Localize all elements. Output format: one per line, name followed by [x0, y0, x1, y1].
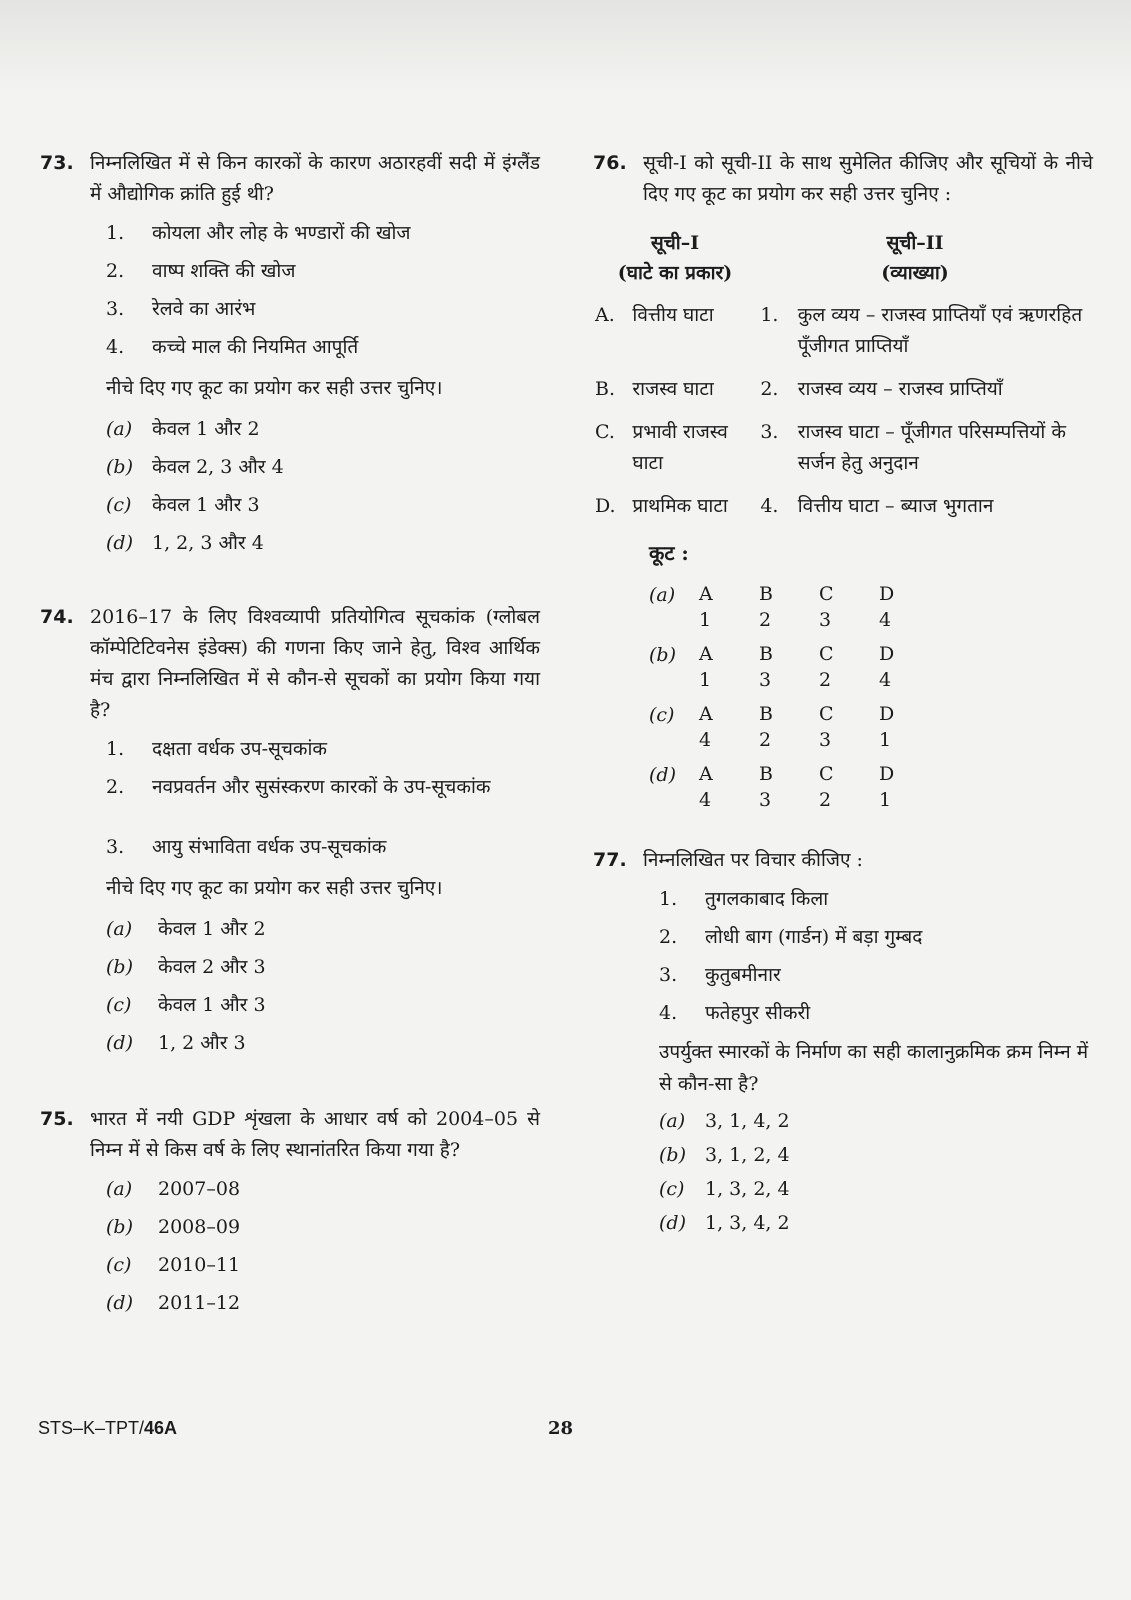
statement: 2. नवप्रवर्तन और सुसंस्करण कारकों के उप-सूचकांक: [106, 776, 491, 798]
option-list: [106, 410, 540, 562]
statement: 1. कोयला और लोह के भण्डारों की खोज: [106, 221, 411, 244]
option: (a) केवल 1 और 2: [106, 417, 260, 440]
option: (b) केवल 2, 3 और 4: [106, 455, 284, 478]
right-column: [593, 148, 1093, 1240]
statement: 3. कुतुबमीनार: [659, 963, 781, 986]
page-number: 28: [548, 1418, 574, 1439]
instruction: नीचे दिए गए कूट का प्रयोग कर सही उत्तर चुनिए।: [106, 377, 443, 399]
instruction: उपर्युक्त स्मारकों के निर्माण का सही कालानुक्रमिक क्रम निम्न में से कौन-सा है?: [659, 1041, 1089, 1095]
code-list: [649, 581, 1093, 813]
list2-title: सूची–II: [886, 232, 944, 254]
statement: 1. दक्षता वर्धक उप-सूचकांक: [106, 737, 328, 760]
instruction: नीचे दिए गए कूट का प्रयोग कर सही उत्तर चुनिए।: [106, 877, 443, 899]
option: (a) केवल 1 और 2: [106, 917, 266, 940]
list1-subtitle: (घाटे का प्रकार): [617, 262, 733, 284]
question-number: 74.: [40, 606, 74, 628]
option: (b) 3, 1, 2, 4: [659, 1143, 790, 1166]
question-text: सूची-I को सूची-II के साथ सुमेलित कीजिए और सूचियों के नीचे दिए गए कूट का प्रयोग कर सही उत्तर चुनिए :: [643, 152, 1093, 205]
statement: 3. आयु संभाविता वर्धक उप-सूचकांक: [106, 835, 387, 858]
question-number: 73.: [40, 152, 74, 174]
option: (c) केवल 1 और 3: [106, 493, 260, 516]
question-number: 75.: [40, 1108, 74, 1130]
option: (b) 2008–09: [106, 1215, 241, 1238]
code-option: (c) A B C D 4 2 3 1: [649, 703, 895, 751]
scan-shadow: [0, 0, 1131, 90]
option: (d) 1, 3, 4, 2: [659, 1211, 790, 1234]
question-75: [40, 1104, 540, 1322]
statement: 4. कच्चे माल की नियमित आपूर्ति: [106, 335, 359, 358]
match-row: C. प्रभावी राजस्व घाटा 3. राजस्व घाटा – पूँजीगत परिसम्पत्तियों के सर्जन हेतु अनुदान: [595, 421, 1066, 474]
option-list: [106, 1170, 540, 1322]
statement-list: [659, 880, 1093, 1032]
question-text: निम्नलिखित में से किन कारकों के कारण अठारहवीं सदी में इंग्लैंड में औद्योगिक क्रांति हुई थी?: [90, 152, 540, 205]
question-76: [593, 148, 1093, 813]
booklet-code: STS–K–TPT/46A: [38, 1418, 178, 1438]
option: (b) केवल 2 और 3: [106, 955, 266, 978]
match-row: D. प्राथमिक घाटा 4. वित्तीय घाटा – ब्याज भुगतान: [595, 495, 994, 517]
match-row: B. राजस्व घाटा 2. राजस्व व्यय – राजस्व प्राप्तियाँ: [595, 378, 1003, 400]
option-list: [659, 1104, 1093, 1240]
option: (d) 1, 2 और 3: [106, 1031, 246, 1054]
option: (a) 2007–08: [106, 1177, 241, 1200]
option: (c) 1, 3, 2, 4: [659, 1177, 790, 1200]
question-77: [593, 845, 1093, 1240]
statement-list: [106, 214, 540, 366]
option: (c) 2010–11: [106, 1253, 241, 1276]
code-option: (d) A B C D 4 3 2 1: [649, 763, 895, 811]
option: (d) 2011–12: [106, 1291, 241, 1314]
statement: 2. लोधी बाग (गार्डन) में बड़ा गुम्बद: [659, 925, 923, 948]
code-option: (b) A B C D 1 3 2 4: [649, 643, 895, 691]
question-text: भारत में नयी GDP शृंखला के आधार वर्ष को 2004–05 से निम्न में से किस वर्ष के लिए स्थानांतरित किया गया है?: [90, 1108, 540, 1161]
statement: 4. फतेहपुर सीकरी: [659, 1001, 811, 1024]
match-row: A. वित्तीय घाटा 1. कुल व्यय – राजस्व प्राप्तियाँ एवं ऋणरहित पूँजीगत प्राप्तियाँ: [595, 304, 1083, 357]
question-text: निम्नलिखित पर विचार कीजिए :: [643, 849, 863, 871]
option: (c) केवल 1 और 3: [106, 993, 266, 1016]
question-text: 2016–17 के लिए विश्वव्यापी प्रतियोगित्व सूचकांक (ग्लोबल कॉम्पेटिटिवनेस इंडेक्स) की गणना किए जाने हेतु, विश्व आर्थिक मंच द्वारा निम्नलिखित में से कौन-से सूचकों का प्रयोग किया गया है?: [90, 606, 540, 721]
match-table: [595, 228, 1093, 522]
question-number: 77.: [593, 849, 627, 871]
question-number: 76.: [593, 152, 627, 174]
question-73: [40, 148, 540, 562]
option: (a) 3, 1, 4, 2: [659, 1109, 790, 1132]
statement: 2. वाष्प शक्ति की खोज: [106, 259, 296, 282]
list2-subtitle: (व्याख्या): [881, 262, 949, 284]
question-74: [40, 602, 540, 1062]
statement: 3. रेलवे का आरंभ: [106, 297, 256, 320]
code-option: (a) A B C D 1 2 3 4: [649, 583, 895, 631]
option: (d) 1, 2, 3 और 4: [106, 531, 264, 554]
statement-list: [106, 730, 540, 866]
code-title: कूट :: [649, 541, 689, 565]
statement: 1. तुगलकाबाद किला: [659, 887, 829, 910]
left-column: [40, 148, 540, 1322]
option-list: [106, 910, 540, 1062]
list1-title: सूची–I: [650, 232, 700, 254]
match-table-header: [595, 228, 1093, 288]
